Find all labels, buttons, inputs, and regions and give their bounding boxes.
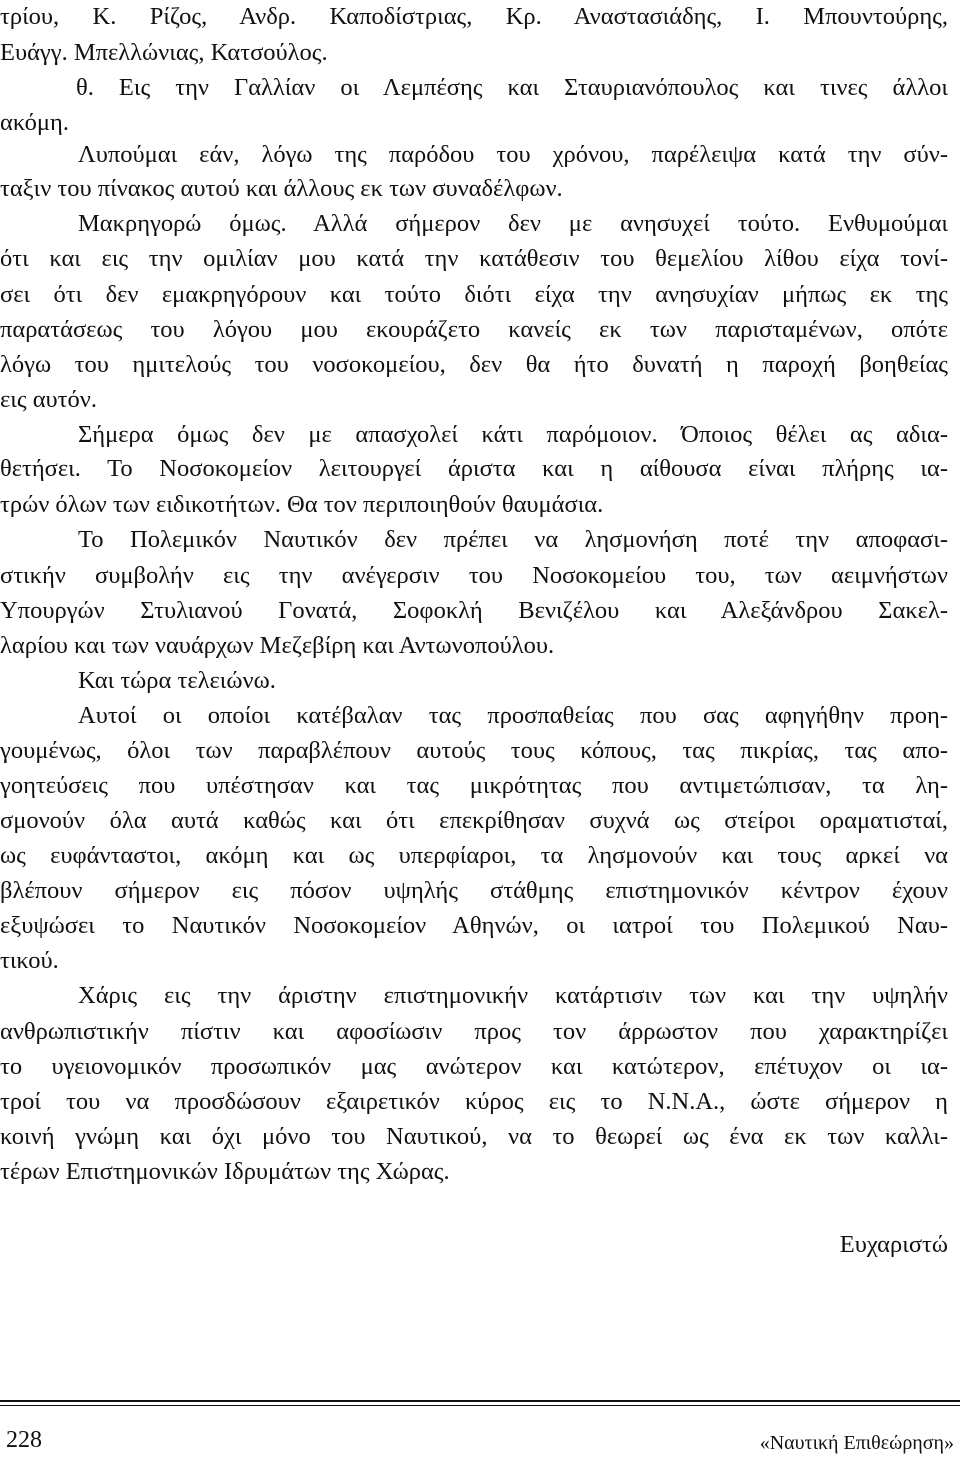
body-line: Το Πολεμικόν Ναυτικόν δεν πρέπει να λησμονήση ποτέ την αποφασι-	[78, 526, 948, 553]
body-line: το υγειονομικόν προσωπικόν μας ανώτερον και κατώτερον, επέτυχον οι ια-	[0, 1053, 948, 1080]
page-number: 228	[6, 1427, 42, 1453]
body-line: Ευάγγ. Μπελλώνιας, Κατσούλος.	[0, 39, 328, 66]
body-line: παρατάσεως του λόγου μου εκουράζετο κανείς εκ των παρισταμένων, οπότε	[0, 316, 948, 343]
body-line: ότι και εις την ομιλίαν μου κατά την κατάθεσιν του θεμελίου λίθου είχα τονί-	[0, 245, 948, 272]
body-line: Σήμερα όμως δεν με απασχολεί κάτι παρόμοιον. Όποιος θέλει ας αδια-	[78, 421, 948, 448]
body-line: λαρίου και των ναυάρχων Μεζεβίρη και Αντωνοπούλου.	[0, 632, 555, 659]
body-line: τρών όλων των ειδικοτήτων. Θα τον περιποιηθούν θαυμάσια.	[0, 491, 604, 518]
body-line: σει ότι δεν εμακρηγόρουν και τούτο διότι είχα την ανησυχίαν μήπως εκ της	[0, 281, 948, 308]
body-line: ακόμη.	[0, 109, 69, 136]
body-line: Και τώρα τελειώνω.	[78, 667, 276, 694]
body-line: εις αυτόν.	[0, 386, 97, 413]
body-line: τέρων Επιστημονικών Ιδρυμάτων της Χώρας.	[0, 1158, 450, 1185]
footer-rule-bottom	[0, 1405, 960, 1406]
closing-signoff: Ευχαριστώ	[839, 1231, 948, 1258]
body-line: στικήν συμβολήν εις την ανέγερσιν του Νοσοκομείου του, των αειμνήστων	[0, 562, 948, 589]
body-line: θ. Εις την Γαλλίαν οι Λεμπέσης και Σταυριανόπουλος και τινες άλλοι	[76, 74, 948, 101]
body-line: Υπουργών Στυλιανού Γονατά, Σοφοκλή Βενιζέλου και Αλεξάνδρου Σακελ-	[0, 597, 948, 624]
body-line: ταξιν του πίνακος αυτού και άλλους εκ των συναδέλφων.	[0, 175, 563, 202]
footer-rule-top	[0, 1400, 960, 1402]
body-line: σμονούν όλα αυτά καθώς και ότι επεκρίθησαν συχνά ως στείροι οραματισταί,	[0, 807, 948, 834]
body-line: Αυτοί οι οποίοι κατέβαλαν τας προσπαθείας που σας αφηγήθην προη-	[78, 702, 948, 729]
body-line: γοητεύσεις που υπέστησαν και τας μικρότητας που αντιμετώπισαν, τα λη-	[0, 772, 948, 799]
body-line: λόγω του ημιτελούς του νοσοκομείου, δεν θα ήτο δυνατή η παροχή βοηθείας	[0, 351, 948, 378]
body-line: τρίου, Κ. Ρίζος, Ανδρ. Καποδίστριας, Κρ. Αναστασιάδης, Ι. Μπουντούρης,	[0, 3, 948, 30]
body-line: ως ευφάνταστοι, ακόμη και ως υπερφίαροι, τα λησμονούν και τους αρκεί να	[0, 842, 948, 869]
body-line: Χάρις εις την άριστην επιστημονικήν κατάρτισιν των και την υψηλήν	[78, 982, 948, 1009]
body-line: Λυπούμαι εάν, λόγω της παρόδου του χρόνου, παρέλειψα κατά την σύν-	[78, 141, 948, 168]
body-line: τικού.	[0, 947, 59, 974]
body-line: κοινή γνώμη και όχι μόνο του Ναυτικού, να το θεωρεί ως ένα εκ των καλλι-	[0, 1123, 948, 1150]
body-line: εξυψώσει το Ναυτικόν Νοσοκομείον Αθηνών, οι ιατροί του Πολεμικού Ναυ-	[0, 912, 948, 939]
body-line: τροί του να προσδώσουν εξαιρετικόν κύρος εις το Ν.Ν.Α., ώστε σήμερον η	[0, 1088, 948, 1115]
body-line: Μακρηγορώ όμως. Αλλά σήμερον δεν με ανησυχεί τούτο. Ενθυμούμαι	[78, 210, 948, 237]
body-line: ανθρωπιστικήν πίστιν και αφοσίωσιν προς τον άρρωστον που χαρακτηρίζει	[0, 1018, 948, 1045]
publication-title: «Ναυτική Επιθεώρηση»	[759, 1432, 954, 1454]
body-line: θετήσει. Το Νοσοκομείον λειτουργεί άριστα και η αίθουσα είναι πλήρης ια-	[0, 455, 948, 482]
body-line: γουμένως, όλοι των παραβλέπουν αυτούς τους κόπους, τας πικρίας, τας απο-	[0, 737, 948, 764]
body-line: βλέπουν σήμερον εις πόσον υψηλής στάθμης επιστημονικόν κέντρον έχουν	[0, 877, 948, 904]
